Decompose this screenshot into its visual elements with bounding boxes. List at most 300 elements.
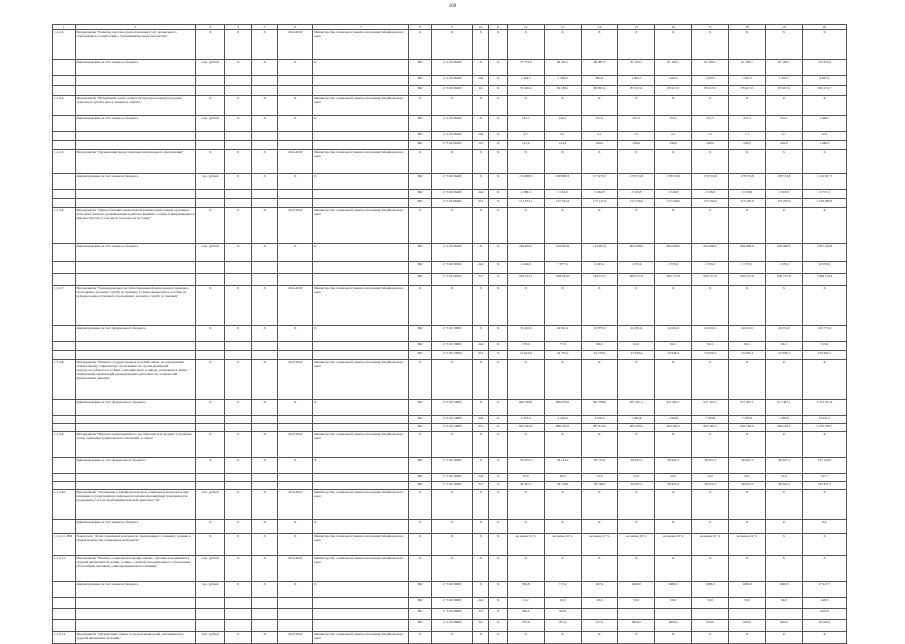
table-cell: 167 341,6 [544, 199, 581, 208]
table-cell: X [313, 520, 409, 534]
table-cell: 4900,0 [655, 582, 692, 598]
table-cell: 244 [472, 190, 488, 199]
table-cell: не менее 17 % [581, 534, 618, 556]
row-description-cell [75, 474, 196, 482]
table-cell: 244 [472, 598, 488, 609]
row-description-cell: Мероприятие "Поощрение в Забайкальском крае социальных контрактов при оказании государственной социальной помощи малоимущим гражданам для поддержки роста их предпринимательской деятельности" [75, 490, 196, 520]
table-cell: 171 812,1 [507, 199, 544, 208]
table-cell: X [472, 556, 488, 582]
table-cell [251, 424, 278, 432]
table-cell: X [278, 326, 313, 342]
table-cell: 17 3 04 53800 [432, 342, 473, 351]
row-description-cell [75, 86, 196, 96]
table-cell: X [251, 116, 278, 132]
table-cell: 175 211,9 [581, 199, 618, 208]
table-cell: X [802, 150, 846, 174]
table-cell: 992 788,0 [581, 400, 618, 416]
table-cell: 971 467,1 [729, 400, 766, 416]
table-cell: 971 467,1 [692, 400, 729, 416]
table-cell: X [765, 490, 802, 520]
table-cell: X [472, 150, 488, 174]
table-cell: 802 [409, 244, 432, 262]
table-cell [251, 416, 278, 424]
table-cell [196, 620, 225, 632]
table-cell: 177 476,7 [581, 174, 618, 190]
table-cell: 22,0 [765, 474, 802, 482]
table-cell: 802 [409, 582, 432, 598]
table-cell: X [225, 582, 252, 598]
row-number-cell [53, 244, 76, 262]
table-cell: 19 779,9 [581, 351, 618, 360]
row-number-cell [53, 86, 76, 96]
table-cell [251, 141, 278, 150]
table-cell: 321 [472, 620, 488, 632]
table-cell [278, 609, 313, 620]
row-description-cell: Мероприятие "Единовременное пособие беременной жене военнослужащего, проходящего военную службу по призыву, а также ежемесячное пособие на ребенка военнослужащего, проходящего военную службу по призыву" [75, 286, 196, 326]
table-cell: 846 798,0 [507, 400, 544, 416]
table-cell: X [489, 286, 507, 326]
table-cell: 802 [409, 609, 432, 620]
table-cell: X [729, 96, 766, 116]
table-cell [251, 351, 278, 360]
table-row [53, 141, 847, 150]
table-cell [225, 474, 252, 482]
row-description-cell [75, 262, 196, 274]
table-cell: 244 [472, 474, 488, 482]
table-row [53, 598, 847, 609]
table-cell: X [472, 286, 488, 326]
table-cell: 111 [472, 86, 488, 96]
table-cell: 85 917,0 [618, 86, 655, 96]
table-cell: X [196, 286, 225, 326]
table-cell: X [581, 96, 618, 116]
table-cell: 802 [409, 326, 432, 342]
row-description-cell: Мероприятие "Предоставление ежемесячной компенсации семьям отдельных категорий граждан, проживающим в районах Крайнего Севера и приравненных к ним местностях, в том числе расходов на доставку" [75, 208, 196, 244]
table-cell: 1 370,2 [692, 262, 729, 274]
row-number-cell [53, 76, 76, 86]
table-cell: 22,0 [618, 474, 655, 482]
table-cell: X [765, 632, 802, 644]
row-description-cell [75, 342, 196, 351]
table-cell: X [225, 30, 252, 60]
table-cell: X [692, 360, 729, 400]
table-cell: X [507, 30, 544, 60]
table-cell: X [313, 326, 409, 342]
table-cell: X [507, 150, 544, 174]
table-row [53, 520, 847, 534]
table-cell: X [765, 520, 802, 534]
table-cell [225, 482, 252, 490]
row-number-cell: 1.1.4.5. [53, 150, 76, 174]
table-cell: X [489, 482, 507, 490]
table-cell: X [507, 520, 544, 534]
table-cell: 7 283,8 [692, 416, 729, 424]
table-cell: 178 574,8 [729, 174, 766, 190]
table-cell: X [489, 199, 507, 208]
table-cell: 175 256,0 [765, 199, 802, 208]
table-cell: X [765, 30, 802, 60]
table-cell: X [692, 490, 729, 520]
table-cell: 964 183,3 [692, 424, 729, 432]
table-cell [278, 598, 313, 609]
table-cell: X [489, 351, 507, 360]
table-cell: 149 572,7 [581, 274, 618, 286]
table-cell [225, 132, 252, 141]
table-cell: 7 283,8 [765, 416, 802, 424]
row-number-cell [53, 190, 76, 199]
table-cell: X [432, 96, 473, 116]
table-row [53, 86, 847, 96]
table-cell: X [729, 360, 766, 400]
table-cell: X [472, 60, 488, 76]
table-cell [225, 141, 252, 150]
table-cell: X [278, 400, 313, 416]
table-row [53, 474, 847, 482]
table-cell: 96,0 [581, 342, 618, 351]
row-description-cell: Мероприятие "Выплата государственных пособий лицам, не подлежащим обязательному социальному страхованию на случай временной нетрудоспособности и в связи с материнством, и лицам, уволенным в связи с ликвидацией организаций (прекращением деятельности, полномочий физическими лицами)" [75, 360, 196, 400]
table-cell: 4 375,0 [507, 416, 544, 424]
table-cell: X [544, 490, 581, 520]
table-cell [278, 351, 313, 360]
table-cell: 17 3 04 06300 [432, 116, 473, 132]
row-number-cell: 1.1.4.13. [53, 632, 76, 644]
table-cell: X [544, 432, 581, 458]
table-cell: Министерство социальной защиты населения Забайкальского края [313, 208, 409, 244]
table-cell [313, 598, 409, 609]
table-cell: X [544, 30, 581, 60]
row-number-cell [53, 400, 76, 416]
table-cell: 11,2 [507, 598, 544, 609]
table-cell: X [544, 286, 581, 326]
table-cell [225, 609, 252, 620]
table-cell: 886 542,0 [544, 424, 581, 432]
table-cell: 232 957,2 [802, 482, 846, 490]
table-cell: 950,0 [765, 620, 802, 632]
table-cell: 39 445,5 [507, 482, 544, 490]
table-cell: X [432, 490, 473, 520]
table-row [53, 132, 847, 141]
column-number-cell: 17 [692, 25, 729, 30]
column-number-cell: 9 [432, 25, 473, 30]
table-cell: 24 031,6 [692, 326, 729, 342]
table-cell [196, 141, 225, 150]
column-number-cell: 7 [313, 25, 409, 30]
table-cell: X [225, 490, 252, 520]
row-number-cell [53, 262, 76, 274]
table-cell: не менее 21 % [692, 534, 729, 556]
row-description-cell [75, 76, 196, 86]
table-cell: 175 256,0 [692, 199, 729, 208]
table-cell: 4850,0 [655, 620, 692, 632]
row-description-cell: Мероприятие "Организация отдыха и оздоровления детей, находящихся в трудной жизненной ситуации" [75, 632, 196, 644]
table-cell: 22 059,9 [802, 262, 846, 274]
table-cell: 802 [409, 416, 432, 424]
table-cell: X [225, 286, 252, 326]
table-cell: 85 917,0 [655, 86, 692, 96]
table-cell: X [313, 400, 409, 416]
table-cell: X [544, 520, 581, 534]
table-cell: X [313, 116, 409, 132]
table-cell: 145,4 [544, 141, 581, 150]
program-activities-table [52, 24, 847, 644]
table-cell: 12,5 [802, 132, 846, 141]
table-cell: 38 925,4 [765, 482, 802, 490]
table-cell: X [432, 432, 473, 458]
table-cell: 1 370,2 [618, 262, 655, 274]
table-cell: X [489, 76, 507, 86]
row-description-cell: Мероприятие "Организация предоставления материального обеспечения" [75, 150, 196, 174]
table-cell: X [196, 458, 225, 474]
table-cell: X [655, 286, 692, 326]
table-cell [581, 609, 618, 620]
table-cell: X [225, 556, 252, 582]
table-cell: 1 370,2 [655, 262, 692, 274]
table-cell [313, 620, 409, 632]
table-row [53, 351, 847, 360]
table-cell: X [313, 174, 409, 190]
table-cell: X [507, 96, 544, 116]
table-cell: X [765, 360, 802, 400]
table-cell: X [489, 116, 507, 132]
table-cell: X [472, 458, 488, 474]
table-cell: X [251, 60, 278, 76]
table-cell: 971 467,1 [618, 400, 655, 416]
table-cell: X [802, 208, 846, 244]
table-cell: X [196, 360, 225, 400]
row-number-cell [53, 274, 76, 286]
table-cell: не менее 16 % [544, 534, 581, 556]
table-cell: X [729, 520, 766, 534]
table-cell: 22,0 [655, 474, 692, 482]
table-cell: X [802, 490, 846, 520]
table-cell: X [278, 582, 313, 598]
row-number-cell [53, 582, 76, 598]
row-number-cell [53, 132, 76, 141]
table-cell: X [251, 400, 278, 416]
table-cell: 50,0 [729, 598, 766, 609]
row-number-cell: 1.1.4.10. [53, 490, 76, 520]
table-cell [313, 141, 409, 150]
table-cell: X [409, 30, 432, 60]
table-cell: 964 183,3 [618, 424, 655, 432]
table-cell: 17 3 04 06200 [432, 76, 473, 86]
table-cell [278, 424, 313, 432]
table-cell: 2014-2020 [278, 360, 313, 400]
table-cell: 251,5 [581, 116, 618, 132]
table-cell: X [409, 96, 432, 116]
table-cell: 316 822,6 [544, 244, 581, 262]
table-cell: X [489, 244, 507, 262]
table-cell: 2 286,4 [507, 190, 544, 199]
table-cell: 2 318,8 [765, 190, 802, 199]
table-cell: X [507, 632, 544, 644]
table-cell: X [472, 520, 488, 534]
table-cell: 2,1 [581, 132, 618, 141]
table-cell [313, 351, 409, 360]
table-cell: 24 031,6 [655, 326, 692, 342]
table-cell: 2014-2020 [278, 432, 313, 458]
table-cell [313, 342, 409, 351]
table-cell: 1 808 719,4 [802, 274, 846, 286]
table-cell: X [472, 30, 488, 60]
table-row [53, 199, 847, 208]
table-cell: X [278, 244, 313, 262]
table-cell: X [251, 96, 278, 116]
table-row [53, 609, 847, 620]
table-cell: X [765, 286, 802, 326]
table-cell: X [618, 520, 655, 534]
table-cell: X [655, 208, 692, 244]
table-cell: 17 3 04 52600 [432, 482, 473, 490]
row-description-cell: финансирование за счет краевого бюджета [75, 174, 196, 190]
table-cell: тыс. рублей [196, 116, 225, 132]
table-cell: 17 3 04 53800 [432, 416, 473, 424]
table-cell: X [489, 458, 507, 474]
table-cell: X [432, 360, 473, 400]
table-cell: X [618, 632, 655, 644]
table-cell: X [196, 150, 225, 174]
row-description-cell [75, 132, 196, 141]
table-cell: X [251, 360, 278, 400]
column-number-cell: 10 [472, 25, 488, 30]
row-description-cell: Мероприятие "Выплата социальной помощи семьям с детьми, находящимся в трудной жизненной ситуации, в связи с оплатой дополнительного обеспечения (бесплатным питанием, единовременными пособиями)" [75, 556, 196, 582]
table-cell: 233 104,9 [802, 458, 846, 474]
table-cell: не менее 15 % [507, 534, 544, 556]
table-cell: 602 098,0 [729, 244, 766, 262]
table-cell: 1 370,2 [765, 262, 802, 274]
table-row [53, 286, 847, 326]
table-cell: 802 [409, 458, 432, 474]
table-cell: 17 3 04 06800 [432, 582, 473, 598]
table-cell: 23 939,4 [729, 351, 766, 360]
table-cell: 600 727,8 [692, 274, 729, 286]
table-cell: X [472, 96, 488, 116]
table-cell: X [251, 244, 278, 262]
table-cell [618, 609, 655, 620]
table-cell [196, 424, 225, 432]
table-cell: X [313, 458, 409, 474]
table-cell: 497,2 [581, 582, 618, 598]
table-cell: 23 939,4 [765, 351, 802, 360]
table-cell: X [251, 534, 278, 556]
table-cell: 83 525,1 [544, 60, 581, 76]
table-cell: X [802, 96, 846, 116]
table-cell: не менее 22 % [729, 534, 766, 556]
table-cell: 38 925,4 [729, 482, 766, 490]
table-cell: X [196, 30, 225, 60]
table-cell [278, 141, 313, 150]
table-cell: 26,0 [544, 474, 581, 482]
table-cell: 87 183,7 [618, 60, 655, 76]
table-cell: X [489, 609, 507, 620]
table-cell: 92,2 [729, 342, 766, 351]
table-cell: X [489, 274, 507, 286]
table-cell: 178 574,8 [765, 174, 802, 190]
table-cell: 13 371,5 [802, 190, 846, 199]
table-row [53, 274, 847, 286]
row-description-cell: финансирование за счет краевого бюджета [75, 582, 196, 598]
table-cell: 251,5 [729, 116, 766, 132]
table-cell: 802 [409, 274, 432, 286]
row-number-cell: 1.1.4.12. [53, 556, 76, 582]
table-cell: 971 467,1 [765, 400, 802, 416]
table-cell: 512 972,6 [802, 60, 846, 76]
row-description-cell [75, 351, 196, 360]
table-cell: X [225, 244, 252, 262]
table-row [53, 632, 847, 644]
table-cell: 87 183,7 [729, 60, 766, 76]
table-cell: 38 947,4 [655, 458, 692, 474]
table-cell: X [489, 520, 507, 534]
table-row [53, 582, 847, 598]
table-cell: 178 574,8 [692, 174, 729, 190]
table-cell [196, 474, 225, 482]
table-cell: 2,1 [544, 132, 581, 141]
table-row [53, 208, 847, 244]
table-cell: 1 119 927,7 [802, 174, 846, 190]
table-cell: 1 263,7 [729, 76, 766, 86]
table-cell: X [278, 520, 313, 534]
table-cell: тыс. рублей [196, 632, 225, 644]
table-cell: 802 [409, 141, 432, 150]
table-cell [278, 274, 313, 286]
row-description-cell [75, 609, 196, 620]
table-cell: X [489, 632, 507, 644]
table-cell: 4 454,6 [507, 262, 544, 274]
table-cell: 17 3 04 52600 [432, 458, 473, 474]
table-cell: X [802, 432, 846, 458]
table-cell: 802 [409, 190, 432, 199]
table-cell: X [618, 432, 655, 458]
table-cell: X [581, 432, 618, 458]
table-cell: X [618, 286, 655, 326]
table-cell: 92,2 [692, 342, 729, 351]
table-cell: 17 3 04 06200 [432, 60, 473, 76]
table-cell: 22,0 [692, 474, 729, 482]
table-cell [196, 351, 225, 360]
table-cell: X [409, 556, 432, 582]
table-cell: 251,5 [655, 116, 692, 132]
table-cell: 802 [409, 60, 432, 76]
table-cell: 244 [472, 262, 488, 274]
table-cell: X [409, 208, 432, 244]
table-cell: X [729, 432, 766, 458]
table-cell: 1000,0 [692, 582, 729, 598]
table-cell: 802 [409, 620, 432, 632]
table-cell: 251,5 [765, 116, 802, 132]
table-cell: 50,0 [765, 598, 802, 609]
row-number-cell: 1.1.4.6. [53, 208, 76, 244]
table-cell [313, 190, 409, 199]
table-cell: 17 3 04 52600 [432, 474, 473, 482]
table-cell: X [692, 432, 729, 458]
table-cell [225, 351, 252, 360]
table-cell: 87 183,7 [655, 60, 692, 76]
table-cell: X [251, 458, 278, 474]
table-cell: X [729, 208, 766, 244]
table-cell: X [618, 150, 655, 174]
table-cell: X [507, 490, 544, 520]
table-cell: X [618, 30, 655, 60]
table-cell [692, 609, 729, 620]
table-cell: 17 3 04 06400 [432, 190, 473, 199]
table-cell: X [489, 190, 507, 199]
table-cell [313, 482, 409, 490]
table-cell: 17 3 04 06300 [432, 141, 473, 150]
row-description-cell: Мероприятие "Возмещение части стоимости проезда на междугородном транспорте детей к месту лечения и обратно" [75, 96, 196, 116]
table-cell: X [544, 150, 581, 174]
table-cell: 600 727,8 [618, 274, 655, 286]
